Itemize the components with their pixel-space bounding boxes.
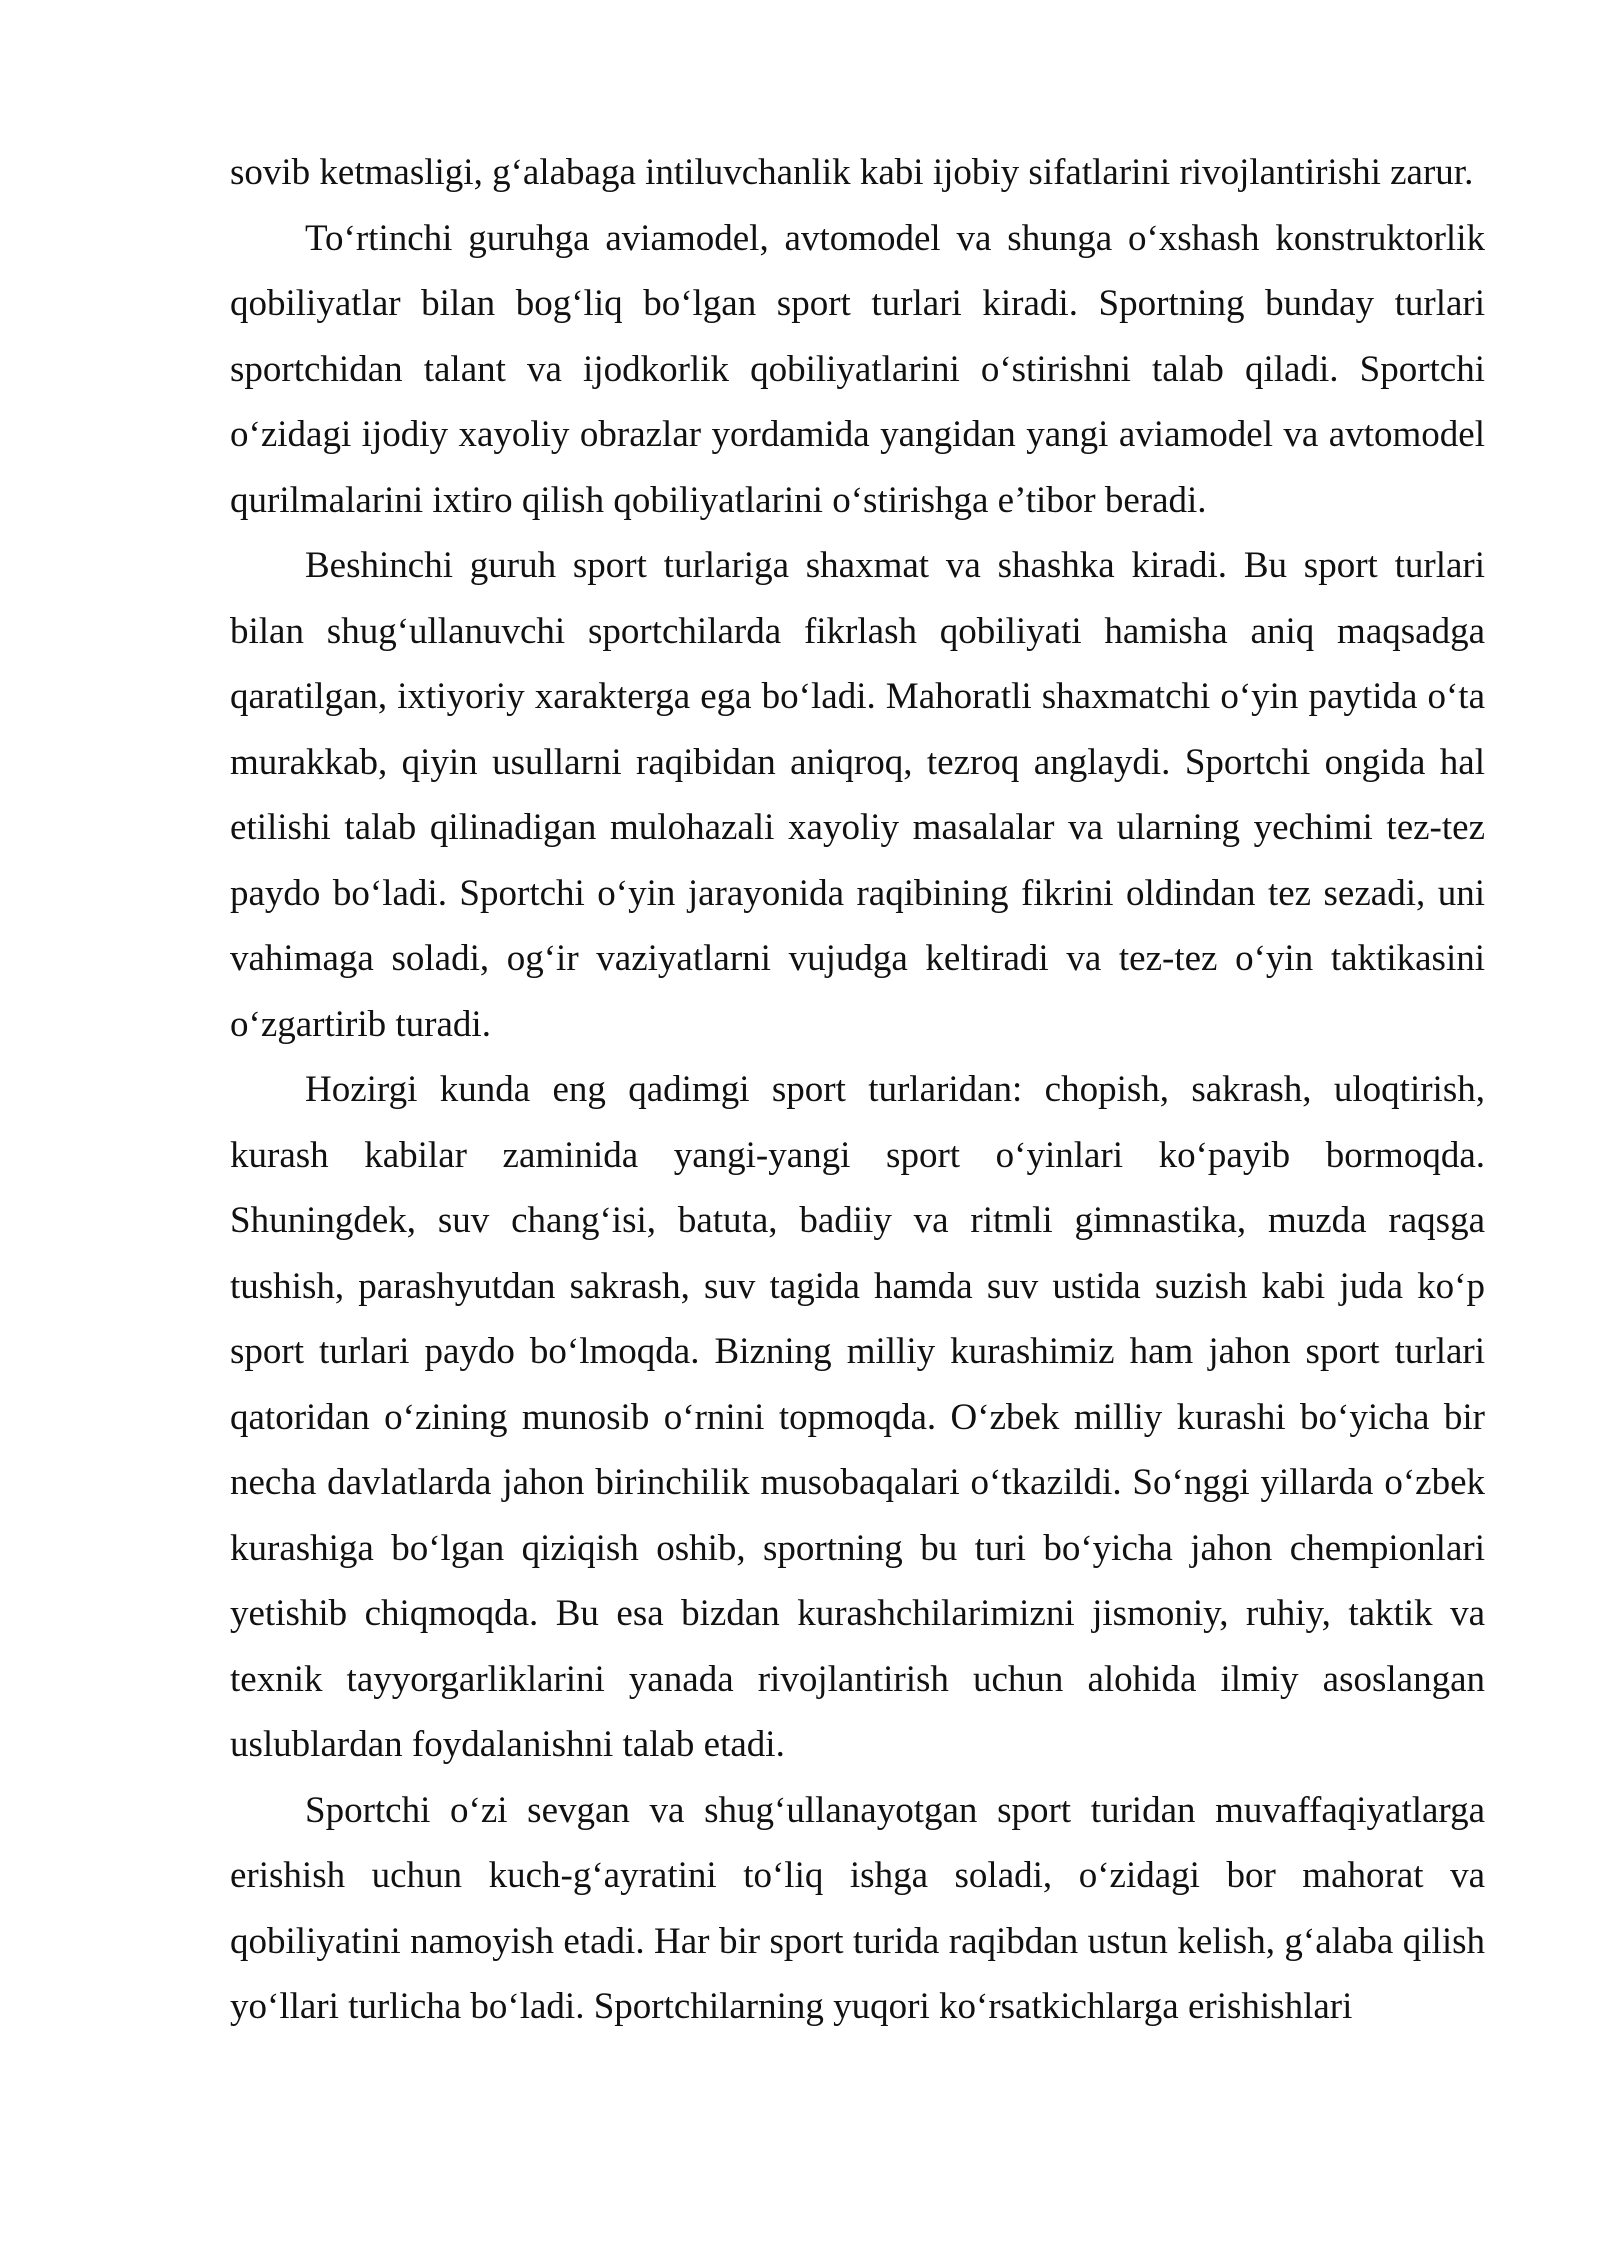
paragraph-1: sovib ketmasligi, g‘alabaga intiluvchanlik kabi ijobiy sifatlarini rivojlantirishi zarur.	[230, 152, 1474, 193]
paragraph-5: Sportchi o‘zi sevgan va shug‘ullanayotgan sport turidan muvaffaqiyatlarga erishish uchun kuch-g‘ayratini to‘liq ishga soladi, o‘zidagi bor mahorat va qobiliyatini namoyish etadi. Har bir sport turida raqibdan ustun kelish, g‘alaba qilish yo‘llari turlicha bo‘ladi. Sportchilarning yuqori ko‘rsatkichlarga erishishlari	[230, 1789, 1485, 2027]
paragraph-4: Hozirgi kunda eng qadimgi sport turlaridan: chopish, sakrash, uloqtirish, kurash kabilar zaminida yangi-yangi sport o‘yinlari ko‘payib bormoqda. Shuningdek, suv chang‘isi, batuta, badiiy va ritmli gimnastika, muzda raqsga tushish, parashyutdan sakrash, suv tagida hamda suv ustida suzish kabi juda ko‘p sport turlari paydo bo‘lmoqda. Bizning milliy kurashimiz ham jahon sport turlari qatoridan o‘zining munosib o‘rnini topmoqda. O‘zbek milliy kurashi bo‘yicha bir necha davlatlarda jahon birinchilik musobaqalari o‘tkazildi. So‘nggi yillarda o‘zbek kurashiga bo‘lgan qiziqish oshib, sportning bu turi bo‘yicha jahon chempionlari yetishib chiqmoqda. Bu esa bizdan kurashchilarimizni jismoniy, ruhiy, taktik va texnik tayyorgarliklarini yanada rivojlantirish uchun alohida ilmiy asoslangan uslublardan foydalanishni talab etadi.	[230, 1069, 1485, 1765]
paragraph-3: Beshinchi guruh sport turlariga shaxmat va shashka kiradi. Bu sport turlari bilan shug‘ullanuvchi sportchilarda fikrlash qobiliyati hamisha aniq maqsadga qaratilgan, ixtiyoriy xarakterga ega bo‘ladi. Mahoratli shaxmatchi o‘yin paytida o‘ta murakkab, qiyin usullarni raqibidan aniqroq, tezroq anglaydi. Sportchi ongida hal etilishi talab qilinadigan mulohazali xayoliy masalalar va ularning yechimi tez-tez paydo bo‘ladi. Sportchi o‘yin jarayonida raqibining fikrini oldindan tez sezadi, uni vahimaga soladi, og‘ir vaziyatlarni vujudga keltiradi va tez-tez o‘yin taktikasini o‘zgartirib turadi.	[230, 545, 1485, 1045]
document-page	[230, 140, 1485, 2040]
paragraph-2: To‘rtinchi guruhga aviamodel, avtomodel va shunga o‘xshash konstruktorlik qobiliyatlar bilan bog‘liq bo‘lgan sport turlari kiradi. Sportning bunday turlari sportchidan talant va ijodkorlik qobiliyatlarini o‘stirishni talab qiladi. Sportchi o‘zidagi ijodiy xayoliy obrazlar yordamida yangidan yangi aviamodel va avtomodel qurilmalarini ixtiro qilish qobiliyatlarini o‘stirishga e’tibor beradi.	[230, 217, 1485, 521]
